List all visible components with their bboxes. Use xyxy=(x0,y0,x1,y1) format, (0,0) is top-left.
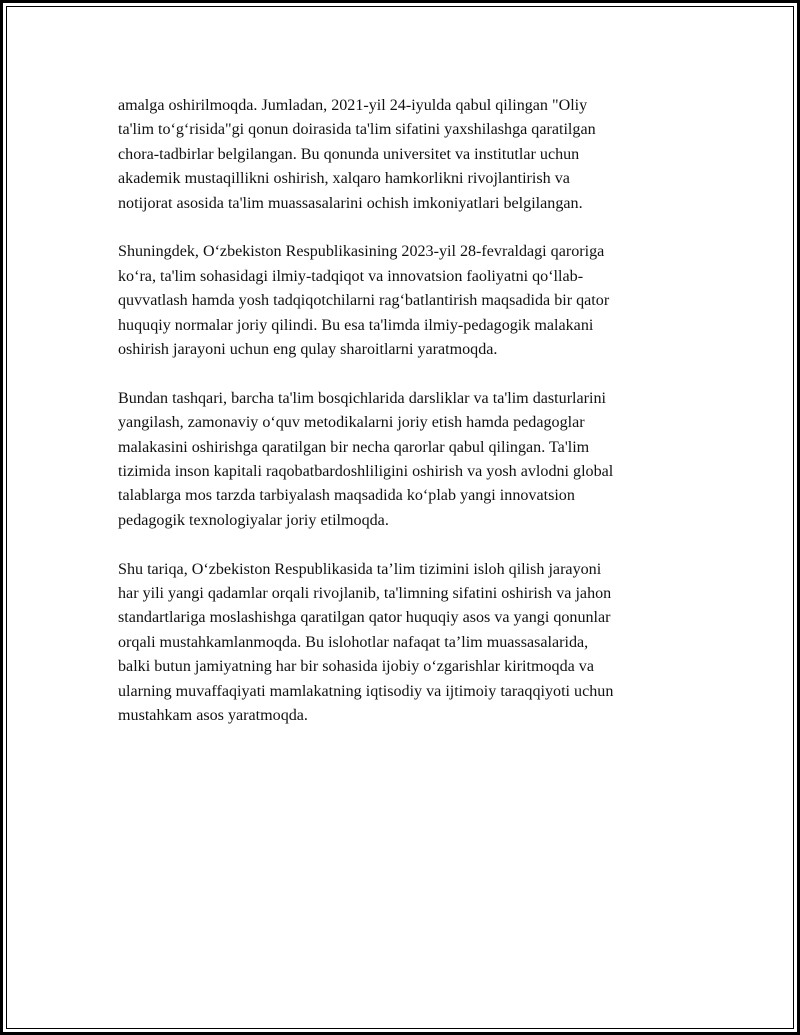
paragraph xyxy=(118,94,678,216)
text-line: orqali mustahkamlanmoqda. Bu islohotlar nafaqat ta’lim muassasalarida, xyxy=(118,633,589,651)
text-line: notijorat asosida ta'lim muassasalarini ochish imkoniyatlari belgilangan. xyxy=(118,194,583,212)
text-line: huquqiy normalar joriy qilindi. Bu esa ta'limda ilmiy-pedagogik malakani xyxy=(118,316,594,334)
text-line: quvvatlash hamda yosh tadqiqotchilarni rag‘batlantirish maqsadida bir qator xyxy=(118,292,610,310)
text-line: talablarga mos tarzda tarbiyalash maqsadida ko‘plab yangi innovatsion xyxy=(118,487,575,505)
text-line: ularning muvaffaqiyati mamlakatning iqtisodiy va ijtimoiy taraqqiyoti uchun xyxy=(118,682,614,700)
text-line: oshirish jarayoni uchun eng qulay sharoitlarni yaratmoqda. xyxy=(118,341,498,359)
text-line: akademik mustaqillikni oshirish, xalqaro hamkorlikni rivojlantirish va xyxy=(118,170,570,188)
text-line: har yili yangi qadamlar orqali rivojlanib, ta'limning sifatini oshirish va jahon xyxy=(118,585,612,603)
text-line: Bundan tashqari, barcha ta'lim bosqichlarida darsliklar va ta'lim dasturlarini xyxy=(118,389,607,407)
document-body xyxy=(118,94,678,729)
paragraph xyxy=(118,387,678,533)
text-line: standartlariga moslashishga qaratilgan qator huquqiy asos va yangi qonunlar xyxy=(118,609,611,627)
text-line: balki butun jamiyatning har bir sohasida ijobiy o‘zgarishlar kiritmoqda va xyxy=(118,658,594,676)
text-line: yangilash, zamonaviy o‘quv metodikalarni joriy etish hamda pedagoglar xyxy=(118,414,585,432)
text-line: pedagogik texnologiyalar joriy etilmoqda. xyxy=(118,511,389,529)
text-line: ko‘ra, ta'lim sohasidagi ilmiy-tadqiqot va innovatsion faoliyatni qo‘llab- xyxy=(118,267,584,285)
text-line: malakasini oshirishga qaratilgan bir necha qarorlar qabul qilingan. Ta'lim xyxy=(118,438,590,456)
paragraph xyxy=(118,240,678,362)
text-line: Shuningdek, O‘zbekiston Respublikasining 2023-yil 28-fevraldagi qaroriga xyxy=(118,243,605,261)
text-line: ta'lim to‘g‘risida"gi qonun doirasida ta'lim sifatini yaxshilashga qaratilgan xyxy=(118,121,596,139)
text-line: tizimida inson kapitali raqobatbardoshliligini oshirish va yosh avlodni global xyxy=(118,463,614,481)
text-line: chora-tadbirlar belgilangan. Bu qonunda universitet va institutlar uchun xyxy=(118,145,580,163)
paragraph xyxy=(118,558,678,729)
text-line: mustahkam asos yaratmoqda. xyxy=(118,707,308,725)
text-line: Shu tariqa, O‘zbekiston Respublikasida ta’lim tizimini isloh qilish jarayoni xyxy=(118,560,602,578)
text-line: amalga oshirilmoqda. Jumladan, 2021-yil 24-iyulda qabul qilingan "Oliy xyxy=(118,97,588,114)
